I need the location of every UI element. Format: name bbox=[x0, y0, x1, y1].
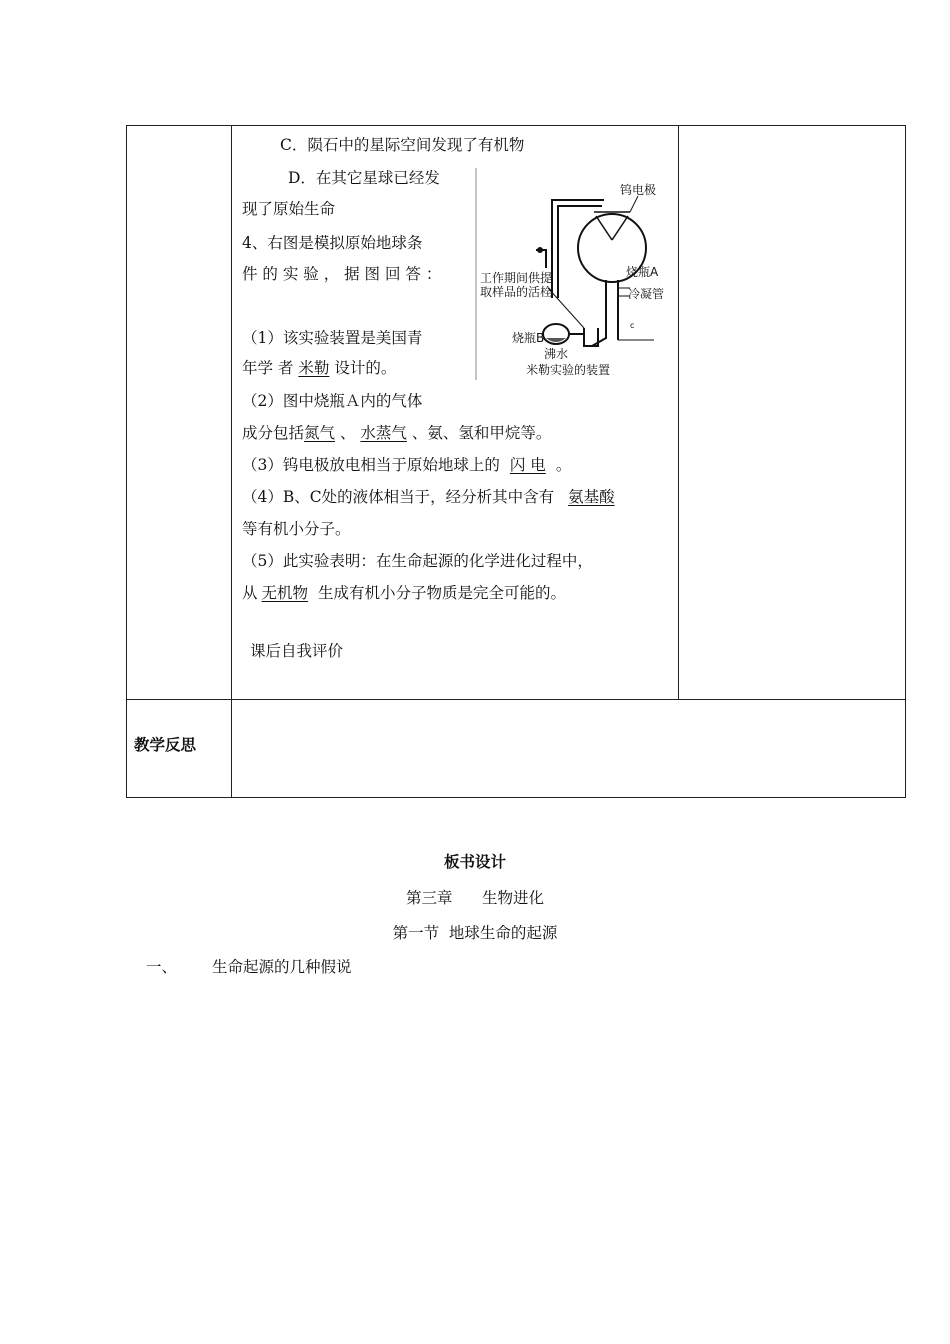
table-row-divider bbox=[127, 699, 905, 700]
outline-item-text: 生命起源的几种假说 bbox=[212, 958, 352, 976]
self-evaluation-label: 课后自我评价 bbox=[250, 642, 344, 660]
q3-answer: 闪 电 bbox=[509, 456, 546, 474]
q5-prefix: 从 bbox=[242, 584, 258, 602]
label-electrode: 钨电极 bbox=[620, 183, 657, 197]
electrode-left-icon bbox=[596, 216, 612, 240]
q1-prefix: 年学 者 bbox=[242, 359, 294, 377]
table-column-divider-right bbox=[678, 126, 679, 699]
label-valve-1: 工作期间供提 bbox=[480, 271, 553, 285]
valve-pointer bbox=[548, 288, 584, 328]
q4b-line2: 等有机小分子。 bbox=[242, 520, 351, 538]
q2-answer-2: 水蒸气 bbox=[360, 424, 407, 442]
label-valve-2: 取样品的活栓 bbox=[480, 285, 553, 299]
label-condenser: 冷凝管 bbox=[628, 287, 665, 301]
q3-prefix: （3）钨电极放电相当于原始地球上的 bbox=[242, 456, 500, 474]
electrode-right-icon bbox=[612, 216, 628, 240]
section-heading: 第一节 地球生命的起源 bbox=[392, 924, 558, 942]
electrode-label-pointer bbox=[630, 196, 638, 212]
q5-line2 bbox=[242, 583, 566, 603]
q5-line1: （5）此实验表明：在生命起源的化学进化过程中， bbox=[242, 552, 593, 570]
q1-line2 bbox=[242, 358, 396, 378]
label-flask-b: 烧瓶B bbox=[512, 331, 545, 345]
q4b-line1 bbox=[242, 487, 629, 507]
question-4-line2: 件 的 实 验 ， 据 图 回 答 ： bbox=[242, 265, 442, 283]
q4b-prefix: （4）B、C处的液体相当于，经分析其中含有 bbox=[242, 488, 555, 506]
chapter-heading: 第三章 生物进化 bbox=[405, 889, 545, 907]
table-column-divider-left bbox=[231, 126, 232, 797]
q2-line2 bbox=[242, 423, 551, 443]
miller-experiment-diagram bbox=[474, 168, 674, 380]
q5-answer: 无机物 bbox=[261, 584, 309, 602]
q2-line1: （2）图中烧瓶Ａ内的气体 bbox=[242, 392, 423, 410]
option-d-line1: D．在其它星球已经发 bbox=[288, 169, 440, 187]
q2-separator: 、 bbox=[339, 424, 356, 442]
q2-suffix: 、氨、氢和甲烷等。 bbox=[411, 424, 552, 442]
q4b-answer: 氨基酸 bbox=[568, 488, 615, 506]
label-c: c bbox=[630, 321, 635, 330]
q2-prefix: 成分包括 bbox=[242, 424, 305, 442]
board-design-title: 板书设计 bbox=[443, 852, 506, 871]
q1-line1: （1）该实验装置是美国青 bbox=[242, 329, 423, 347]
teaching-reflection-label: 教学反思 bbox=[134, 735, 197, 754]
condenser-tube-icon bbox=[584, 280, 606, 346]
label-boiling-water: 沸水 bbox=[544, 347, 569, 361]
q1-answer: 米勒 bbox=[298, 359, 330, 377]
q5-suffix: 生成有机小分子物质是完全可能的。 bbox=[318, 584, 567, 602]
question-4-line1: 4、右图是模拟原始地球条 bbox=[242, 234, 423, 252]
q3-suffix: 。 bbox=[555, 456, 572, 474]
outline-item-number: 一、 bbox=[146, 958, 178, 976]
diagram-vapor-tube-inner bbox=[558, 206, 602, 298]
label-flask-a: 烧瓶A bbox=[626, 265, 659, 279]
q3-line bbox=[242, 455, 571, 475]
diagram-caption: 米勒实验的装置 bbox=[526, 363, 611, 377]
q2-answer-1: 氮气 bbox=[304, 424, 336, 442]
q1-suffix: 设计的。 bbox=[334, 359, 397, 377]
option-c: C．陨石中的星际空间发现了有机物 bbox=[280, 136, 525, 154]
option-d-line2: 现了原始生命 bbox=[242, 200, 336, 218]
stopcock-handle-icon bbox=[537, 247, 543, 253]
